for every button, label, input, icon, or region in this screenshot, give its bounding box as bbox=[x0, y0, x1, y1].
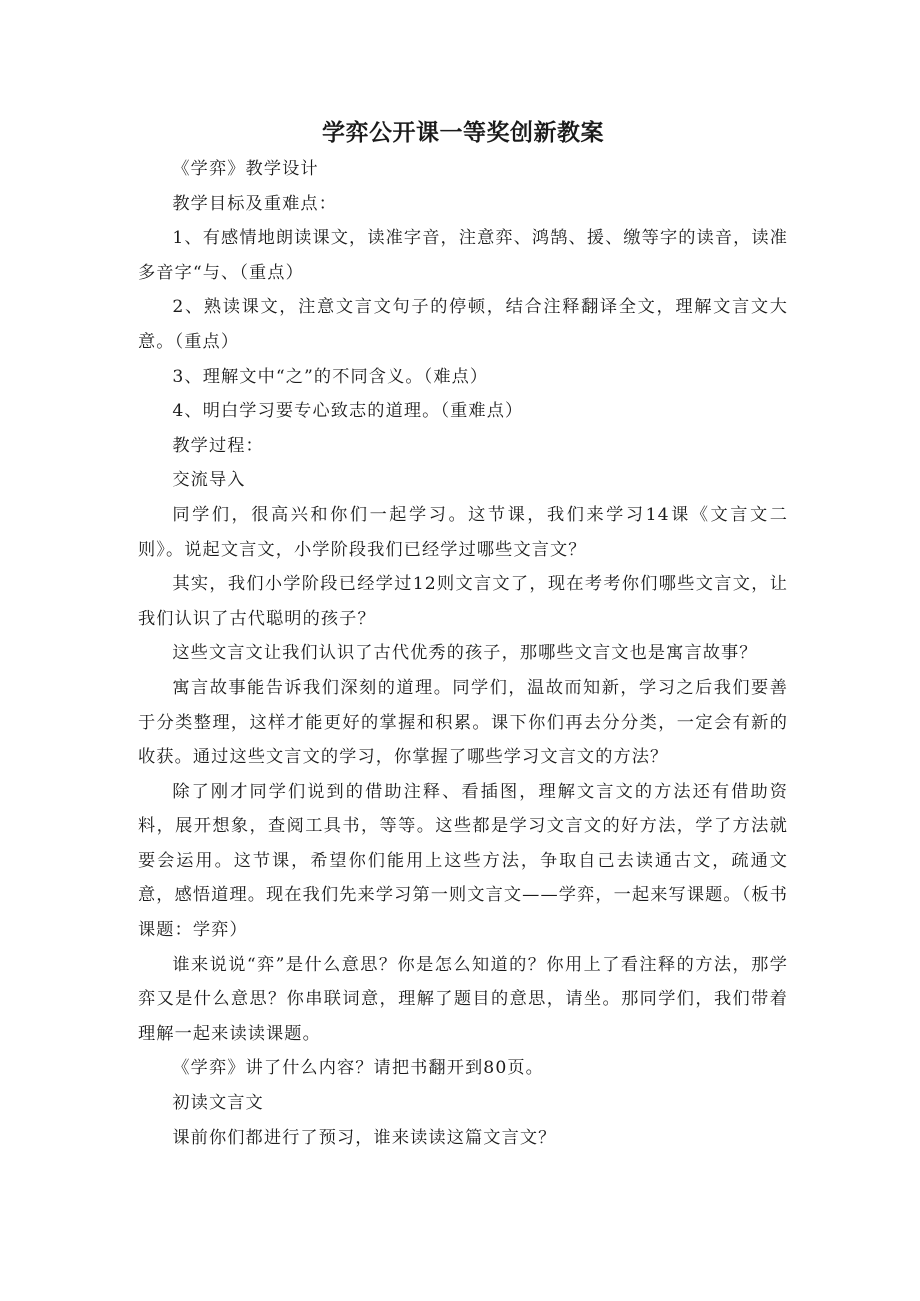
body-paragraph: 同学们，很高兴和你们一起学习。这节课，我们来学习14课《文言文二则》。说起文言文，小学阶段我们已经学过哪些文言文？ bbox=[138, 504, 788, 560]
body-paragraph: 课前你们都进行了预习，谁来读读这篇文言文？ bbox=[172, 1127, 557, 1148]
section-heading-first-reading: 初读文言文 bbox=[172, 1093, 264, 1114]
document-title: 学弈公开课一等奖创新教案 bbox=[322, 120, 604, 146]
body-paragraph: 除了刚才同学们说到的借助注释、看插图，理解文言文的方法还有借助资料，展开想象，查阅工具书，等等。这些都是学习文言文的好方法，学了方法就要会运用。这节课，希望你们能用上这些方法，争取自己去读通古文，疏通文意，感悟道理。现在我们先来学习第一则文言文——学弈，一起来写课题。（板书课题：学弈） bbox=[138, 781, 788, 941]
process-heading: 教学过程： bbox=[172, 435, 264, 456]
body-paragraph: 谁来说说“弈”是什么意思？你是怎么知道的？你用上了看注释的方法，那学弈又是什么意思？你串联词意，理解了题目的意思，请坐。那同学们，我们带着理解一起来读读课题。 bbox=[138, 954, 788, 1044]
objective-2: 2、熟读课文，注意文言文句子的停顿，结合注释翻译全文，理解文言文大意。（重点） bbox=[138, 297, 788, 352]
body-paragraph: 《学弈》讲了什么内容？请把书翻开到80页。 bbox=[172, 1058, 544, 1079]
body-paragraph: 这些文言文让我们认识了古代优秀的孩子，那哪些文言文也是寓言故事？ bbox=[172, 643, 758, 664]
objectives-heading: 教学目标及重难点： bbox=[172, 193, 337, 214]
subtitle-paragraph: 《学弈》教学设计 bbox=[172, 159, 319, 179]
section-heading-intro: 交流导入 bbox=[172, 470, 246, 491]
body-paragraph: 寓言故事能告诉我们深刻的道理。同学们，温故而知新，学习之后我们要善于分类整理，这样才能更好的掌握和积累。课下你们再去分分类，一定会有新的收获。通过这些文言文的学习，你掌握了哪些学习文言文的方法？ bbox=[138, 677, 788, 768]
objective-1: 1、有感情地朗读课文，读准字音，注意弈、鸿鹄、援、缴等字的读音，读准多音字“与、（重点） bbox=[138, 228, 788, 283]
objective-3: 3、理解文中“之”的不同含义。（难点） bbox=[172, 366, 489, 387]
objective-4: 4、明白学习要专心致志的道理。（重难点） bbox=[172, 401, 524, 422]
body-paragraph: 其实，我们小学阶段已经学过12则文言文了，现在考考你们哪些文言文，让我们认识了古代聪明的孩子？ bbox=[138, 574, 788, 629]
